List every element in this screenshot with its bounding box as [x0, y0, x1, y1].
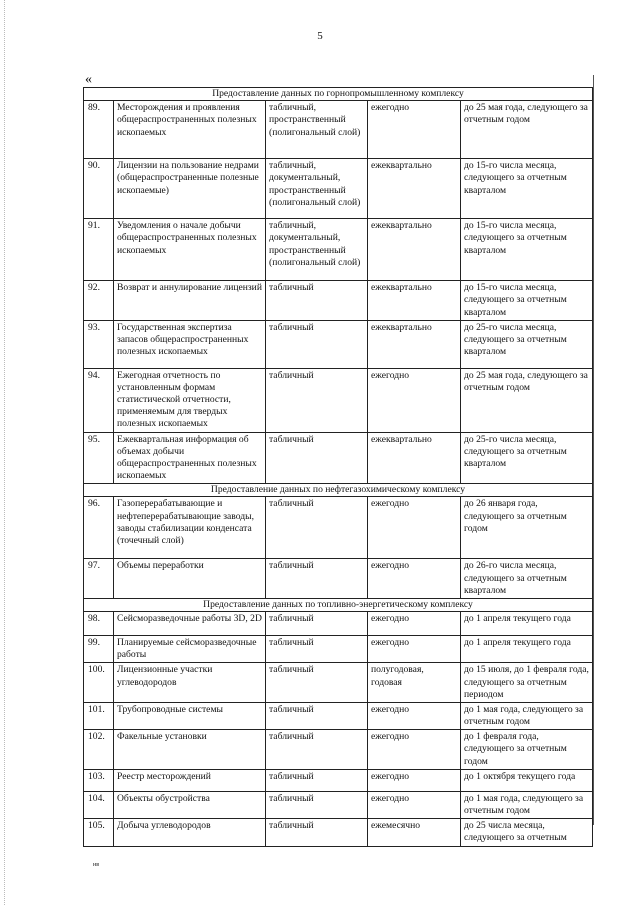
table-row — [84, 559, 593, 599]
row-name: Ежегодная отчетность по установленным формам статистической отчетности, применяемым для твердых полезных ископаемых — [114, 368, 266, 432]
row-number: 94. — [84, 368, 114, 432]
row-period: ежегодно — [368, 612, 461, 636]
row-deadline: до 15-го числа месяца, следующего за отчетным кварталом — [461, 219, 593, 281]
row-format: табличный — [266, 368, 368, 432]
row-name: Возврат и аннулирование лицензий — [114, 281, 266, 321]
table-row — [84, 702, 593, 729]
row-name: Объекты обустройства — [114, 791, 266, 818]
table-row — [84, 320, 593, 368]
table-row — [84, 432, 593, 484]
section-header — [84, 598, 593, 611]
row-number: 104. — [84, 791, 114, 818]
table-row — [84, 819, 593, 846]
footer-mark: нв — [93, 862, 100, 868]
section-header — [84, 88, 593, 101]
row-format: табличный — [266, 432, 368, 484]
row-period: ежеквартально — [368, 159, 461, 219]
row-deadline: до 1 февраля года, следующего за отчетным годом — [461, 730, 593, 770]
table-row — [84, 769, 593, 791]
row-deadline: до 1 апреля текущего года — [461, 612, 593, 636]
section-header — [84, 484, 593, 497]
row-deadline: до 25 мая года, следующего за отчетным годом — [461, 101, 593, 159]
table-row — [84, 636, 593, 663]
scan-edge-mark — [4, 0, 6, 905]
row-format: табличный, документальный, пространственный (полигональный слой) — [266, 219, 368, 281]
row-period: ежегодно — [368, 791, 461, 818]
table-row — [84, 101, 593, 159]
row-number: 90. — [84, 159, 114, 219]
row-name: Планируемые сейсморазведочные работы — [114, 636, 266, 663]
row-deadline: до 1 мая года, следующего за отчетным годом — [461, 791, 593, 818]
row-period: ежеквартально — [368, 320, 461, 368]
section-title: Предоставление данных по топливно-энергетическому комплексу — [84, 598, 593, 611]
row-deadline: до 15-го числа месяца, следующего за отчетным кварталом — [461, 281, 593, 321]
row-name: Сейсморазведочные работы 3D, 2D — [114, 612, 266, 636]
row-deadline: до 25 мая года, следующего за отчетным годом — [461, 368, 593, 432]
section-title: Предоставление данных по горнопромышленному комплексу — [84, 88, 593, 101]
row-number: 101. — [84, 702, 114, 729]
row-number: 91. — [84, 219, 114, 281]
section-title: Предоставление данных по нефтегазохимическому комплексу — [84, 484, 593, 497]
row-number: 97. — [84, 559, 114, 599]
table-row — [84, 159, 593, 219]
table-row — [84, 219, 593, 281]
row-name: Газоперерабатывающие и нефтеперерабатывающие заводы, заводы стабилизации конденсата (точечный слой) — [114, 497, 266, 559]
row-period: ежемесячно — [368, 819, 461, 846]
table-row — [84, 730, 593, 770]
row-number: 95. — [84, 432, 114, 484]
table-row — [84, 281, 593, 321]
row-number: 105. — [84, 819, 114, 846]
row-format: табличный — [266, 281, 368, 321]
row-deadline: до 26 января года, следующего за отчетным годом — [461, 497, 593, 559]
row-number: 99. — [84, 636, 114, 663]
table-row — [84, 663, 593, 703]
row-name: Объемы переработки — [114, 559, 266, 599]
row-period: ежеквартально — [368, 281, 461, 321]
table-body — [84, 88, 593, 847]
table-row — [84, 791, 593, 818]
row-number: 100. — [84, 663, 114, 703]
row-period: ежегодно — [368, 769, 461, 791]
row-number: 98. — [84, 612, 114, 636]
row-period: ежеквартально — [368, 432, 461, 484]
row-period: ежегодно — [368, 702, 461, 729]
row-format: табличный — [266, 320, 368, 368]
row-deadline: до 1 октября текущего года — [461, 769, 593, 791]
row-name: Трубопроводные системы — [114, 702, 266, 729]
row-deadline: до 25-го числа месяца, следующего за отчетным кварталом — [461, 320, 593, 368]
row-deadline: до 1 мая года, следующего за отчетным годом — [461, 702, 593, 729]
row-number: 89. — [84, 101, 114, 159]
row-format: табличный — [266, 497, 368, 559]
row-number: 92. — [84, 281, 114, 321]
row-format: табличный — [266, 663, 368, 703]
row-deadline: до 1 апреля текущего года — [461, 636, 593, 663]
row-deadline: до 26-го числа месяца, следующего за отчетным кварталом — [461, 559, 593, 599]
row-deadline: до 15 июля, до 1 февраля года, следующего за отчетным периодом — [461, 663, 593, 703]
row-number: 103. — [84, 769, 114, 791]
scan-vertical-line — [593, 75, 594, 825]
table-row — [84, 368, 593, 432]
page-number: 5 — [317, 30, 323, 42]
row-format: табличный — [266, 559, 368, 599]
row-period: ежегодно — [368, 559, 461, 599]
row-format: табличный — [266, 819, 368, 846]
row-period: ежегодно — [368, 730, 461, 770]
row-period: полугодовая, годовая — [368, 663, 461, 703]
row-deadline: до 25-го числа месяца, следующего за отчетным кварталом — [461, 432, 593, 484]
row-period: ежегодно — [368, 101, 461, 159]
row-number: 96. — [84, 497, 114, 559]
row-period: ежегодно — [368, 497, 461, 559]
row-format: табличный — [266, 636, 368, 663]
row-period: ежеквартально — [368, 219, 461, 281]
data-table — [83, 87, 593, 847]
row-name: Месторождения и проявления общераспространенных полезных ископаемых — [114, 101, 266, 159]
row-period: ежегодно — [368, 368, 461, 432]
row-number: 93. — [84, 320, 114, 368]
row-format: табличный — [266, 791, 368, 818]
row-number: 102. — [84, 730, 114, 770]
row-name: Добыча углеводородов — [114, 819, 266, 846]
row-name: Лицензионные участки углеводородов — [114, 663, 266, 703]
row-format: табличный — [266, 612, 368, 636]
row-name: Лицензии на пользование недрами (общераспространенные полезные ископаемые) — [114, 159, 266, 219]
row-period: ежегодно — [368, 636, 461, 663]
row-format: табличный — [266, 769, 368, 791]
table-row — [84, 497, 593, 559]
row-name: Реестр месторождений — [114, 769, 266, 791]
row-format: табличный, документальный, пространственный (полигональный слой) — [266, 159, 368, 219]
row-name: Факельные установки — [114, 730, 266, 770]
row-name: Государственная экспертиза запасов общераспространенных полезных ископаемых — [114, 320, 266, 368]
row-format: табличный — [266, 702, 368, 729]
row-name: Уведомления о начале добычи общераспространенных полезных ископаемых — [114, 219, 266, 281]
row-deadline: до 15-го числа месяца, следующего за отчетным кварталом — [461, 159, 593, 219]
row-format: табличный, пространственный (полигональный слой) — [266, 101, 368, 159]
row-deadline: до 25 числа месяца, следующего за отчетным — [461, 819, 593, 846]
table-row — [84, 612, 593, 636]
opening-quote: « — [85, 72, 92, 87]
row-format: табличный — [266, 730, 368, 770]
row-name: Ежеквартальная информация об объемах добычи общераспространенных полезных ископаемых — [114, 432, 266, 484]
